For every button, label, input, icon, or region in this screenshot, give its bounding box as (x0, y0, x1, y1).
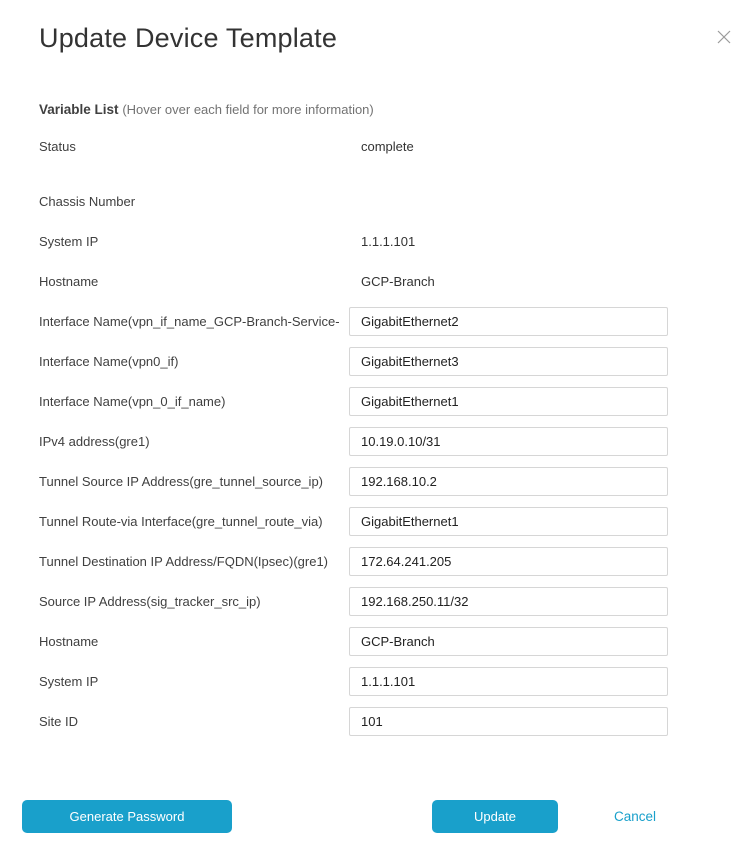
input-variable-row (39, 587, 668, 616)
input-variable-row (39, 347, 668, 376)
variable-label: Status (39, 139, 76, 154)
variable-input[interactable] (349, 547, 668, 576)
variable-input[interactable] (349, 467, 668, 496)
variable-label: Interface Name(vpn0_if) (39, 354, 179, 369)
input-variable-row (39, 507, 668, 536)
input-variable-row (39, 707, 668, 736)
variable-input[interactable] (349, 387, 668, 416)
variable-label: Interface Name(vpn_if_name_GCP-Branch-Service- (39, 314, 340, 329)
static-variable-row (39, 267, 668, 296)
variable-list-hint: (Hover over each field for more information) (122, 102, 374, 117)
static-variable-row (39, 187, 668, 216)
variable-value: GCP-Branch (361, 274, 435, 289)
input-variable-row (39, 307, 668, 336)
variable-input[interactable] (349, 427, 668, 456)
input-variable-row (39, 627, 668, 656)
variable-label: System IP (39, 674, 99, 689)
variable-list-heading (39, 103, 668, 117)
update-button[interactable]: Update (432, 800, 558, 833)
dialog-content (0, 103, 752, 736)
cancel-button[interactable]: Cancel (614, 800, 656, 833)
variable-input[interactable] (349, 707, 668, 736)
variable-label: Hostname (39, 274, 99, 289)
variable-label: Site ID (39, 714, 79, 729)
static-variable-row (39, 132, 668, 161)
variable-list-label: Variable List (39, 102, 119, 117)
variable-value: 1.1.1.101 (361, 234, 416, 249)
variable-label: Tunnel Source IP Address(gre_tunnel_source_ip) (39, 474, 324, 489)
generate-password-button[interactable]: Generate Password (22, 800, 232, 833)
variable-label: Hostname (39, 634, 99, 649)
variable-input[interactable] (349, 347, 668, 376)
variable-label: Interface Name(vpn_0_if_name) (39, 394, 226, 409)
input-variable-row (39, 387, 668, 416)
input-variable-row (39, 667, 668, 696)
page-title: Update Device Template (39, 23, 338, 53)
variable-label: Tunnel Route-via Interface(gre_tunnel_route_via) (39, 514, 323, 529)
variable-label: Chassis Number (39, 194, 136, 209)
variable-rows (39, 132, 668, 736)
variable-input[interactable] (349, 507, 668, 536)
variable-label: IPv4 address(gre1) (39, 434, 150, 449)
close-icon[interactable] (716, 29, 732, 45)
variable-value: complete (361, 139, 414, 154)
variable-label: Source IP Address(sig_tracker_src_ip) (39, 594, 261, 609)
variable-label: Tunnel Destination IP Address/FQDN(Ipsec)(gre1) (39, 554, 329, 569)
input-variable-row (39, 547, 668, 576)
variable-input[interactable] (349, 587, 668, 616)
variable-input[interactable] (349, 667, 668, 696)
update-device-template-dialog (0, 22, 752, 865)
input-variable-row (39, 427, 668, 456)
static-variable-row (39, 227, 668, 256)
variable-input[interactable] (349, 627, 668, 656)
x-close-glyph (717, 30, 731, 44)
variable-input[interactable] (349, 307, 668, 336)
dialog-footer (0, 800, 752, 833)
variable-label: System IP (39, 234, 99, 249)
input-variable-row (39, 467, 668, 496)
